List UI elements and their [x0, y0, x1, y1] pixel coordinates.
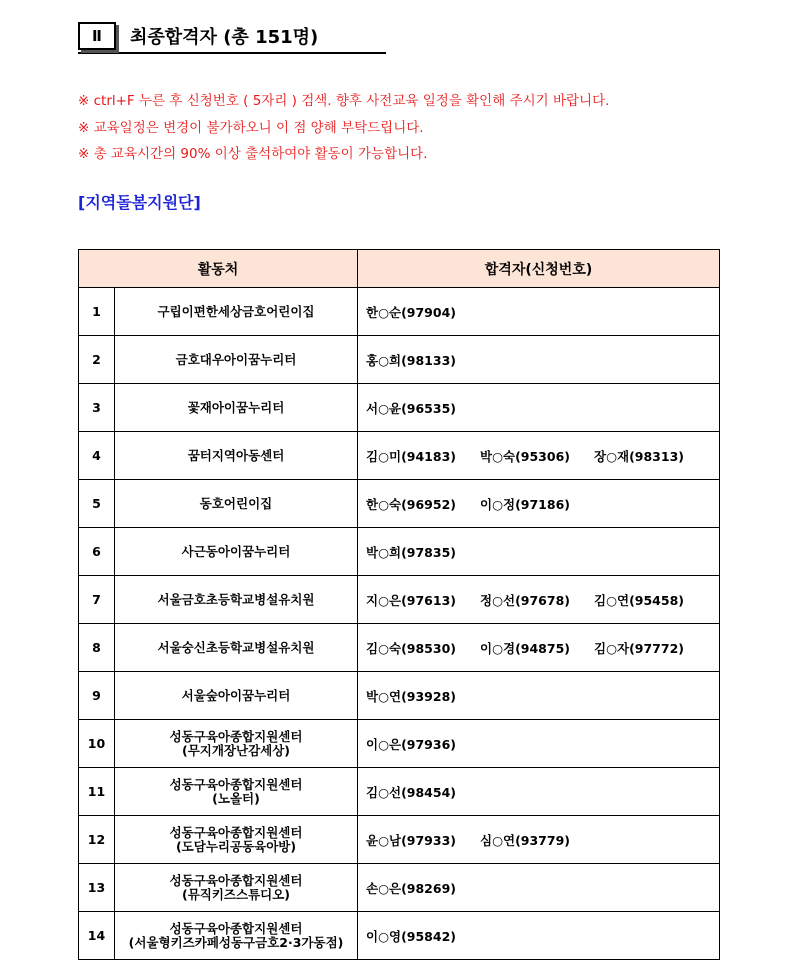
- activity-place-line: (뮤직키즈스튜디오): [181, 886, 291, 902]
- passer-name: 서○윤(96535): [366, 400, 456, 416]
- table-row: [79, 576, 720, 624]
- activity-place-line: (노올터): [212, 790, 260, 806]
- passer-name: 심○연(93779): [480, 832, 570, 848]
- activity-place: [115, 912, 358, 960]
- row-number: 1: [79, 288, 115, 336]
- activity-place: [115, 576, 358, 624]
- activity-place-line: 서울금호초등학교병설유치원: [157, 591, 315, 607]
- passer-list: [358, 576, 720, 624]
- passer-list: [358, 768, 720, 816]
- passer-list: [358, 864, 720, 912]
- table-body: [79, 288, 720, 960]
- notice-search-tip: ※ ctrl+F 누른 후 신청번호 ( 5자리 ) 검색. 향후 사전교육 일정을 확인해 주시기 바랍니다.: [78, 93, 610, 109]
- activity-place: [115, 720, 358, 768]
- notice-attendance: ※ 총 교육시간의 90% 이상 출석하여야 활동이 가능합니다.: [78, 146, 428, 162]
- passer-list: [358, 624, 720, 672]
- passer-list: [358, 528, 720, 576]
- row-number: 6: [79, 528, 115, 576]
- row-number: 10: [79, 720, 115, 768]
- row-number: 3: [79, 384, 115, 432]
- activity-place-line: 꽃재아이꿈누리터: [187, 399, 285, 415]
- header-names: 합격자(신청번호): [358, 250, 720, 288]
- passer-name: 이○영(95842): [366, 928, 456, 944]
- row-number: 2: [79, 336, 115, 384]
- passer-name: 정○선(97678): [480, 592, 570, 608]
- table-row: [79, 720, 720, 768]
- activity-place-line: (도담누리공동육아방): [175, 838, 297, 854]
- table-header-row: [79, 250, 720, 288]
- category-heading: [지역돌봄지원단]: [78, 193, 201, 212]
- passer-name: 홍○희(98133): [366, 352, 456, 368]
- passer-name: 박○희(97835): [366, 544, 456, 560]
- notice-schedule: ※ 교육일정은 변경이 불가하오니 이 점 양해 부탁드립니다.: [78, 119, 424, 136]
- table-row: [79, 864, 720, 912]
- table-row: [79, 336, 720, 384]
- passer-list: [358, 288, 720, 336]
- activity-place: [115, 288, 358, 336]
- passer-list: [358, 384, 720, 432]
- table-row: [79, 480, 720, 528]
- table-row: [79, 816, 720, 864]
- activity-place: [115, 528, 358, 576]
- row-number: 12: [79, 816, 115, 864]
- activity-place-line: 구립이편한세상금호어린이집: [157, 303, 315, 319]
- header-place: 활동처: [79, 250, 358, 288]
- section-number-box: Ⅱ: [78, 22, 116, 50]
- activity-place: [115, 768, 358, 816]
- passer-name: 이○경(94875): [480, 640, 570, 656]
- passer-list: [358, 816, 720, 864]
- activity-place: [115, 672, 358, 720]
- activity-place-line: 성동구육아종합지원센터: [169, 920, 303, 936]
- passer-name: 한○숙(96952): [366, 496, 456, 512]
- row-number: 13: [79, 864, 115, 912]
- passer-list: [358, 336, 720, 384]
- table-row: [79, 768, 720, 816]
- activity-place: [115, 816, 358, 864]
- activity-place-line: 성동구육아종합지원센터: [169, 824, 303, 840]
- passer-list: [358, 480, 720, 528]
- passer-name: 김○숙(98530): [366, 640, 456, 656]
- table-row: [79, 384, 720, 432]
- table-row: [79, 432, 720, 480]
- passer-list: [358, 432, 720, 480]
- activity-place-line: 성동구육아종합지원센터: [169, 728, 303, 744]
- activity-place-line: 성동구육아종합지원센터: [169, 872, 303, 888]
- row-number: 9: [79, 672, 115, 720]
- activity-place-line: 금호대우아이꿈누리터: [175, 351, 297, 367]
- table-row: [79, 912, 720, 960]
- section-header: [78, 18, 386, 54]
- row-number: 7: [79, 576, 115, 624]
- activity-place-line: 서울숲아이꿈누리터: [181, 687, 291, 703]
- results-table: [78, 249, 720, 960]
- passer-name: 한○순(97904): [366, 304, 456, 320]
- passer-name: 김○선(98454): [366, 784, 456, 800]
- passer-list: [358, 912, 720, 960]
- activity-place: [115, 432, 358, 480]
- activity-place: [115, 336, 358, 384]
- passer-list: [358, 720, 720, 768]
- activity-place-line: 사근동아이꿈누리터: [181, 543, 291, 559]
- passer-name: 이○정(97186): [480, 496, 570, 512]
- passer-name: 김○자(97772): [594, 640, 684, 656]
- table-row: [79, 624, 720, 672]
- activity-place: [115, 384, 358, 432]
- activity-place-line: 동호어린이집: [199, 495, 273, 511]
- passer-name: 박○숙(95306): [480, 448, 570, 464]
- passer-name: 이○은(97936): [366, 736, 456, 752]
- passer-name: 지○은(97613): [366, 592, 456, 608]
- activity-place-line: (무지개장난감세상): [181, 742, 291, 758]
- row-number: 8: [79, 624, 115, 672]
- activity-place-line: 꿈터지역아동센터: [187, 447, 285, 463]
- table-row: [79, 528, 720, 576]
- notice-list: [78, 88, 609, 168]
- row-number: 4: [79, 432, 115, 480]
- row-number: 14: [79, 912, 115, 960]
- activity-place: [115, 624, 358, 672]
- passer-name: 김○연(95458): [594, 592, 684, 608]
- passer-list: [358, 672, 720, 720]
- activity-place: [115, 480, 358, 528]
- passer-name: 박○연(93928): [366, 688, 456, 704]
- table-row: [79, 672, 720, 720]
- table-row: [79, 288, 720, 336]
- row-number: 11: [79, 768, 115, 816]
- activity-place-line: (서울형키즈카페성동구금호2·3가동점): [128, 934, 344, 950]
- section-title: 최종합격자 (총 151명): [130, 27, 319, 48]
- activity-place-line: 서울숭신초등학교병설유치원: [157, 639, 315, 655]
- passer-name: 김○미(94183): [366, 448, 456, 464]
- passer-name: 장○재(98313): [594, 448, 684, 464]
- activity-place: [115, 864, 358, 912]
- passer-name: 손○은(98269): [366, 880, 456, 896]
- activity-place-line: 성동구육아종합지원센터: [169, 776, 303, 792]
- passer-name: 윤○남(97933): [366, 832, 456, 848]
- row-number: 5: [79, 480, 115, 528]
